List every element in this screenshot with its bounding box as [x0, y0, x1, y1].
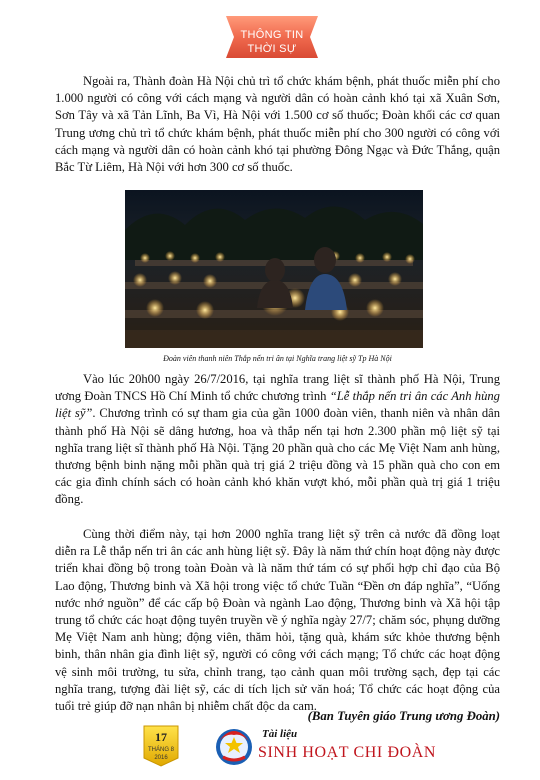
badge-line-2: THỜI SỰ [247, 43, 297, 55]
candle-ceremony-photo [125, 190, 423, 348]
photo-caption: Đoàn viên thanh niên Thắp nến tri ân tại Nghĩa trang liệt sỹ Tp Hà Nội [163, 354, 392, 363]
magazine-title: SINH HOẠT CHI ĐOÀN [258, 744, 437, 761]
author-signature: (Ban Tuyên giáo Trung ương Đoàn) [307, 709, 500, 723]
program-title-quote: “Lễ thắp nến tri ân các Anh hùng liệt sỹ” [55, 389, 500, 421]
magazine-label: Tài liệu [262, 728, 298, 740]
paragraph-2-part-a: Vào lúc 20h00 ngày 26/7/2016, tại nghĩa trang liệt sĩ thành phố Hà Nội, Trung ương Đoàn TNCS Hồ Chí Minh tổ chức chương trình [55, 372, 500, 404]
youth-union-logo-icon [213, 723, 255, 767]
paragraph-1: Ngoài ra, Thành đoàn Hà Nội chủ trì tổ chức khám bệnh, phát thuốc miễn phí cho 1.000 người có công với cách mạng và người dân có hoàn cảnh khó tại xã Xuân Sơn, Sơn Tây và xã Tản Lĩnh, Ba Vì, Hà Nội với 1.500 cơ số thuốc; Đoàn khối các cơ quan Trung ương chủ trì tổ chức khám bệnh, phát thuốc miễn phí cho 300 người có công với cách mạng và người dân có hoàn cảnh khó tại phường Đông Ngạc và Đức Thắng, quận Bắc Từ Liêm, Hà Nội với hơn 300 cơ số thuốc. [55, 74, 500, 175]
paragraph-2 [55, 371, 500, 509]
page-number-badge [142, 724, 180, 768]
paragraph-2-part-b: . Chương trình có sự tham gia của gần 1000 đoàn viên, thanh niên và nhân dân thành phố Hà Nội sẽ dâng hương, hoa và thắp nến tại hơn 2.300 phần mộ liệt sỹ tại nghĩa trang liệt sĩ thành phố Hà Nội. Tặng 20 phần quà cho các Mẹ Việt Nam anh hùng, thương bệnh binh nặng mỗi phần quà trị giá 2 triệu đồng và 15 phần quà cho con em các gia đình chính sách có hoàn cảnh khó khăn vượt khó, mỗi phần quà trị giá 1 triệu đồng. [55, 406, 500, 507]
section-badge [222, 12, 322, 62]
page-number: 17 [155, 730, 167, 744]
badge-line-1: THÔNG TIN [240, 29, 304, 41]
paragraph-3: Cùng thời điểm này, tại hơn 2000 nghĩa trang liệt sỹ trên cả nước đã đồng loạt diễn ra Lễ thắp nến tri ân các anh hùng liệt sỹ. Đây là năm thứ chín hoạt động này được triển khai đồng bộ trong toàn Đoàn và là năm thứ tám có sự phối hợp chỉ đạo của Bộ Lao động, Thương binh và Xã hội trong việc tổ chức Tuần “Đền ơn đáp nghĩa”, “Uống nước nhớ nguồn” để các cấp bộ Đoàn và ngành Lao động, Thương binh và Xã hội tập trung tổ chức các hoạt động tuyên truyền về ý nghĩa ngày 27/7; chăm sóc, phụng dưỡng Mẹ Việt Nam anh hùng; động viên, thăm hỏi, tặng quà, khám sức khỏe thương bệnh binh, thân nhân gia đình liệt sỹ, người có công với cách mạng; Tổ chức các hoạt động vệ sinh môi trường, tu sửa, chỉnh trang, tạo cảnh quan môi trường sạch, đẹp tại các nghĩa trang, tượng đài liệt sỹ, các di tích lịch sử văn hoá; Tổ chức các hoạt động của tuổi trẻ giúp đỡ nạn nhân bị nhiễm chất độc da cam. [55, 527, 500, 714]
issue-month: THÁNG 8 [147, 747, 174, 753]
issue-year: 2016 [154, 755, 168, 761]
